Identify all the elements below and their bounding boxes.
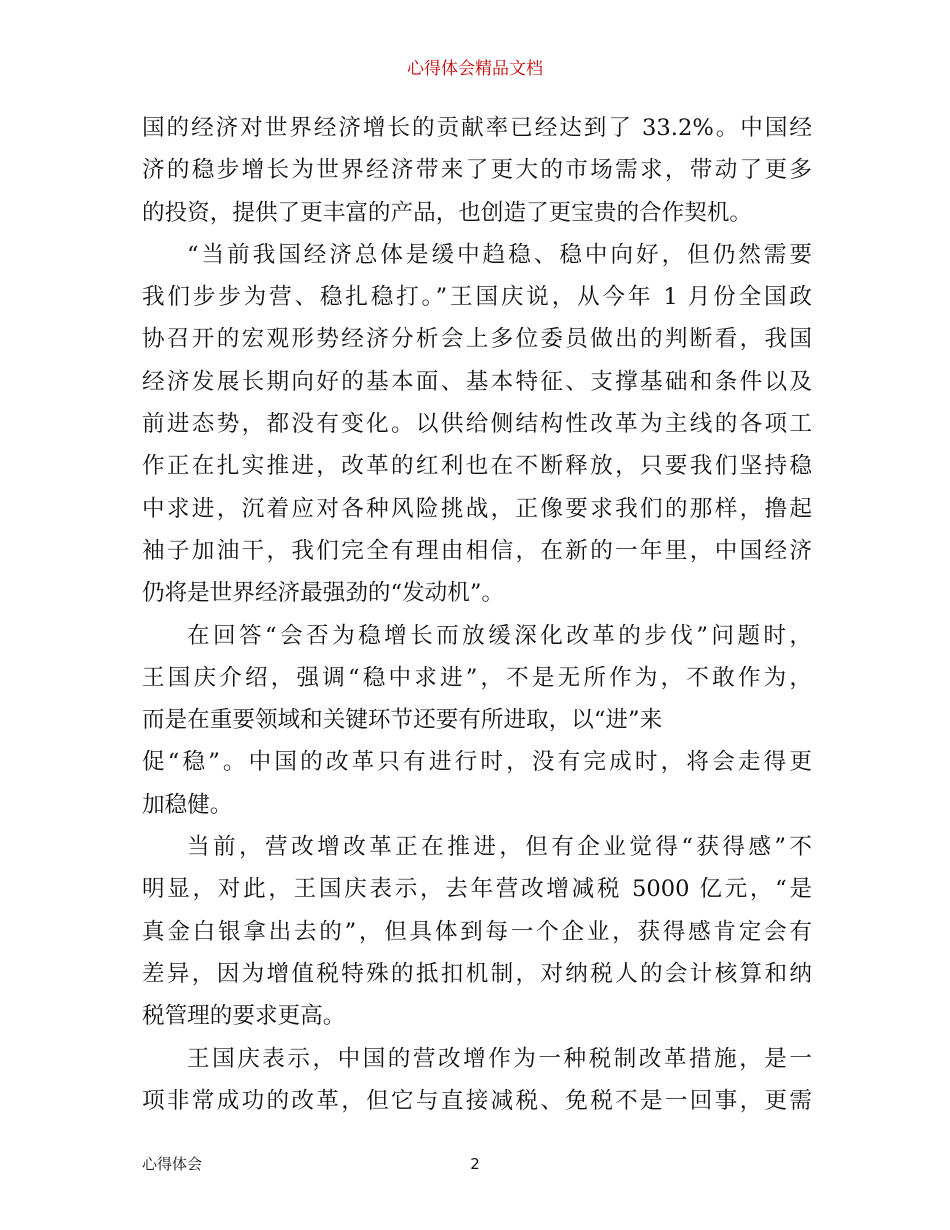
text-line: 当前，营改增改革正在推进，但有企业觉得“获得感”不 [187,834,812,861]
text-line: 作正在扎实推进，改革的红利也在不断释放，只要我们坚持稳 [142,453,812,480]
text-line: 袖子加油干，我们完全有理由相信，在新的一年里，中国经济 [142,537,812,564]
text-line: 济的稳步增长为世界经济带来了更大的市场需求，带动了更多 [142,157,812,184]
text-line: 中求进，沉着应对各种风险挑战，正像要求我们的那样，撸起 [142,495,812,522]
page-header-title: 心得体会精品文档 [407,59,543,79]
text-line: 真金白银拿出去的”，但具体到每一个企业，获得感肯定会有 [142,918,812,945]
text-line: 我们步步为营、稳扎稳打。”王国庆说，从今年 1 月份全国政 [142,284,812,311]
text-line: “当前我国经济总体是缓中趋稳、稳中向好，但仍然需要 [187,241,812,268]
text-line: 在回答“会否为稳增长而放缓深化改革的步伐”问题时， [187,622,812,649]
text-line: 仍将是世界经济最强劲的“发动机”。 [142,580,505,607]
page-number: 2 [470,1155,480,1173]
page-footer-label: 心得体会 [142,1155,203,1173]
text-line: 而是在重要领域和关键环节还要有所进取，以“进”来 [142,707,663,734]
text-line: 协召开的宏观形势经济分析会上多位委员做出的判断看，我国 [142,326,812,353]
text-line: 项非常成功的改革，但它与直接减税、免税不是一回事，更需 [142,1087,812,1114]
text-line: 前进态势，都没有变化。以供给侧结构性改革为主线的各项工 [142,411,812,438]
text-line: 王国庆表示，中国的营改增作为一种税制改革措施，是一 [187,1045,812,1072]
text-line: 王国庆介绍，强调“稳中求进”，不是无所作为，不敢作为， [142,664,812,691]
document-body [142,107,812,1122]
text-line: 经济发展长期向好的基本面、基本特征、支撑基础和条件以及 [142,368,812,395]
text-line: 明显，对此，王国庆表示，去年营改增减税 5000 亿元，“是 [142,876,812,903]
text-line: 的投资，提供了更丰富的产品，也创造了更宝贵的合作契机。 [142,199,753,226]
text-line: 促“稳”。中国的改革只有进行时，没有完成时，将会走得更 [142,749,812,776]
text-line: 加稳健。 [142,791,233,818]
text-line: 差异，因为增值税特殊的抵扣机制，对纳税人的会计核算和纳 [142,960,812,987]
text-line: 国的经济对世界经济增长的贡献率已经达到了 33.2%。中国经 [142,115,812,141]
text-line: 税管理的要求更高。 [142,1003,346,1030]
